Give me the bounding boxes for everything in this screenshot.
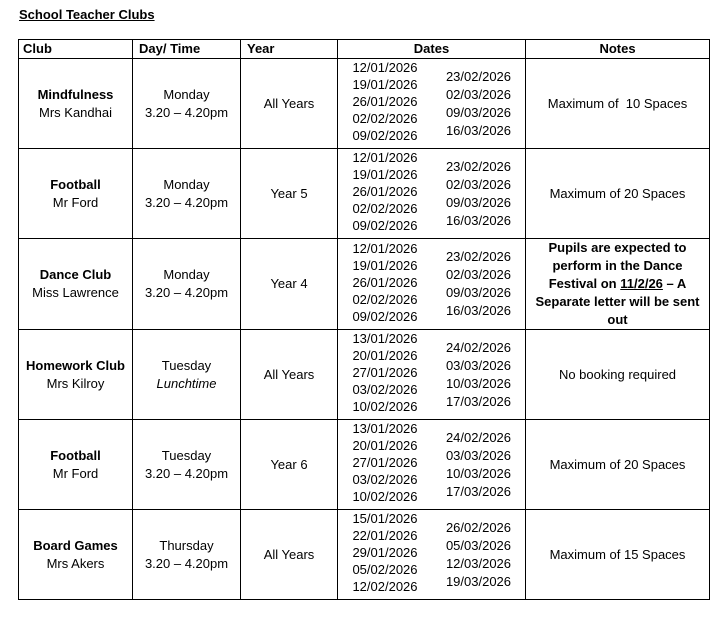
time: 3.20 – 4.20pm — [144, 465, 229, 481]
year-cell: Year 6 — [241, 420, 338, 510]
day: Monday — [163, 86, 210, 102]
club-cell — [19, 330, 133, 420]
club-name: Mindfulness — [37, 86, 114, 102]
dates-cell — [338, 239, 526, 330]
date: 12/01/2026 — [352, 240, 418, 256]
date: 09/03/2026 — [445, 104, 512, 120]
date: 10/03/2026 — [445, 375, 512, 391]
teacher-name: Mr Ford — [52, 194, 99, 210]
club-cell — [19, 59, 133, 149]
date: 05/03/2026 — [445, 537, 512, 553]
date: 10/02/2026 — [352, 489, 418, 504]
notes-cell — [526, 239, 710, 330]
date: 09/03/2026 — [445, 194, 512, 210]
date: 12/01/2026 — [352, 150, 418, 165]
date: 24/02/2026 — [445, 429, 512, 445]
date: 03/02/2026 — [352, 382, 418, 397]
day: Thursday — [159, 537, 214, 553]
year-cell: All Years — [241, 510, 338, 600]
date: 27/01/2026 — [352, 365, 418, 380]
year-cell: Year 5 — [241, 149, 338, 239]
notes-cell: No booking required — [526, 330, 710, 420]
date: 23/02/2026 — [445, 158, 512, 174]
table-row — [19, 239, 710, 330]
time: Lunchtime — [156, 375, 217, 391]
date: 26/02/2026 — [445, 519, 512, 535]
header-notes: Notes — [526, 40, 710, 59]
teacher-name: Mrs Kilroy — [46, 375, 105, 391]
date: 24/02/2026 — [445, 339, 512, 355]
note-text: – A Separate letter will be sent out — [535, 276, 700, 327]
date: 29/01/2026 — [352, 545, 418, 560]
year-cell: Year 4 — [241, 239, 338, 330]
day-time-cell — [133, 510, 241, 600]
time: 3.20 – 4.20pm — [144, 285, 229, 300]
date: 23/02/2026 — [445, 249, 512, 264]
date: 26/01/2026 — [352, 94, 418, 109]
date: 05/02/2026 — [352, 562, 418, 577]
club-name: Board Games — [33, 537, 118, 553]
date: 09/02/2026 — [352, 308, 418, 324]
club-name: Homework Club — [26, 357, 125, 373]
day-time-cell — [133, 239, 241, 330]
date: 10/02/2026 — [352, 399, 418, 414]
note-date: 11/2/26 — [620, 276, 663, 291]
table-row — [19, 510, 710, 600]
dates-cell — [338, 510, 526, 600]
year-cell: All Years — [241, 330, 338, 420]
date: 09/02/2026 — [352, 128, 418, 143]
date: 03/03/2026 — [445, 447, 512, 463]
date: 02/02/2026 — [352, 111, 418, 126]
date: 02/02/2026 — [352, 291, 418, 307]
dates-cell — [338, 420, 526, 510]
clubs-table — [18, 39, 710, 600]
day: Monday — [163, 267, 210, 282]
header-dates: Dates — [338, 40, 526, 59]
date: 02/03/2026 — [445, 267, 512, 282]
date: 26/01/2026 — [352, 184, 418, 199]
date: 16/03/2026 — [445, 303, 512, 318]
date: 22/01/2026 — [352, 528, 418, 543]
dates-cell — [338, 149, 526, 239]
page-title: School Teacher Clubs — [19, 7, 155, 22]
club-cell — [19, 420, 133, 510]
note-text: Pupils are expected to perform in the Dance Festival on — [548, 240, 687, 291]
date: 12/02/2026 — [352, 579, 418, 594]
date: 02/03/2026 — [445, 176, 512, 192]
date: 13/01/2026 — [352, 331, 418, 346]
teacher-name: Mr Ford — [52, 465, 99, 481]
time: 3.20 – 4.20pm — [144, 194, 229, 210]
header-day-time: Day/ Time — [133, 40, 241, 59]
teacher-name: Miss Lawrence — [32, 285, 119, 300]
date: 12/01/2026 — [352, 60, 418, 75]
table-row — [19, 149, 710, 239]
notes-cell: Maximum of 20 Spaces — [526, 420, 710, 510]
date: 17/03/2026 — [445, 483, 512, 499]
date: 13/01/2026 — [352, 421, 418, 436]
day-time-cell — [133, 149, 241, 239]
header-year: Year — [241, 40, 338, 59]
notes-cell: Maximum of 15 Spaces — [526, 510, 710, 600]
club-cell — [19, 149, 133, 239]
date: 09/02/2026 — [352, 218, 418, 233]
date: 20/01/2026 — [352, 348, 418, 363]
date: 03/03/2026 — [445, 357, 512, 373]
club-name: Football — [50, 176, 101, 192]
date: 19/01/2026 — [352, 167, 418, 182]
day-time-cell — [133, 330, 241, 420]
date: 10/03/2026 — [445, 465, 512, 481]
notes-cell: Maximum of 10 Spaces — [526, 59, 710, 149]
teacher-name: Mrs Akers — [46, 555, 105, 571]
date: 26/01/2026 — [352, 274, 418, 290]
club-name: Dance Club — [39, 267, 112, 282]
header-club: Club — [19, 40, 133, 59]
day: Tuesday — [161, 357, 212, 373]
date: 17/03/2026 — [445, 393, 512, 409]
dates-cell — [338, 330, 526, 420]
table-row — [19, 420, 710, 510]
date: 12/03/2026 — [445, 555, 512, 571]
date: 03/02/2026 — [352, 472, 418, 487]
date: 27/01/2026 — [352, 455, 418, 470]
day-time-cell — [133, 420, 241, 510]
notes-cell: Maximum of 20 Spaces — [526, 149, 710, 239]
club-cell — [19, 510, 133, 600]
date: 15/01/2026 — [352, 511, 418, 526]
date: 02/02/2026 — [352, 201, 418, 216]
date: 19/01/2026 — [352, 77, 418, 92]
date: 09/03/2026 — [445, 285, 512, 300]
day: Tuesday — [161, 447, 212, 463]
date: 20/01/2026 — [352, 438, 418, 453]
time: 3.20 – 4.20pm — [144, 555, 229, 571]
date: 19/01/2026 — [352, 257, 418, 273]
club-cell — [19, 239, 133, 330]
header-row — [19, 40, 710, 59]
date: 23/02/2026 — [445, 68, 512, 84]
dance-festival-note — [526, 239, 709, 329]
date: 16/03/2026 — [445, 122, 512, 138]
date: 19/03/2026 — [445, 573, 512, 589]
teacher-name: Mrs Kandhai — [39, 104, 112, 120]
date: 16/03/2026 — [445, 212, 512, 228]
date: 02/03/2026 — [445, 86, 512, 102]
day: Monday — [163, 176, 210, 192]
club-name: Football — [50, 447, 101, 463]
time: 3.20 – 4.20pm — [144, 104, 229, 120]
table-row — [19, 330, 710, 420]
year-cell: All Years — [241, 59, 338, 149]
day-time-cell — [133, 59, 241, 149]
table-row — [19, 59, 710, 149]
dates-cell — [338, 59, 526, 149]
